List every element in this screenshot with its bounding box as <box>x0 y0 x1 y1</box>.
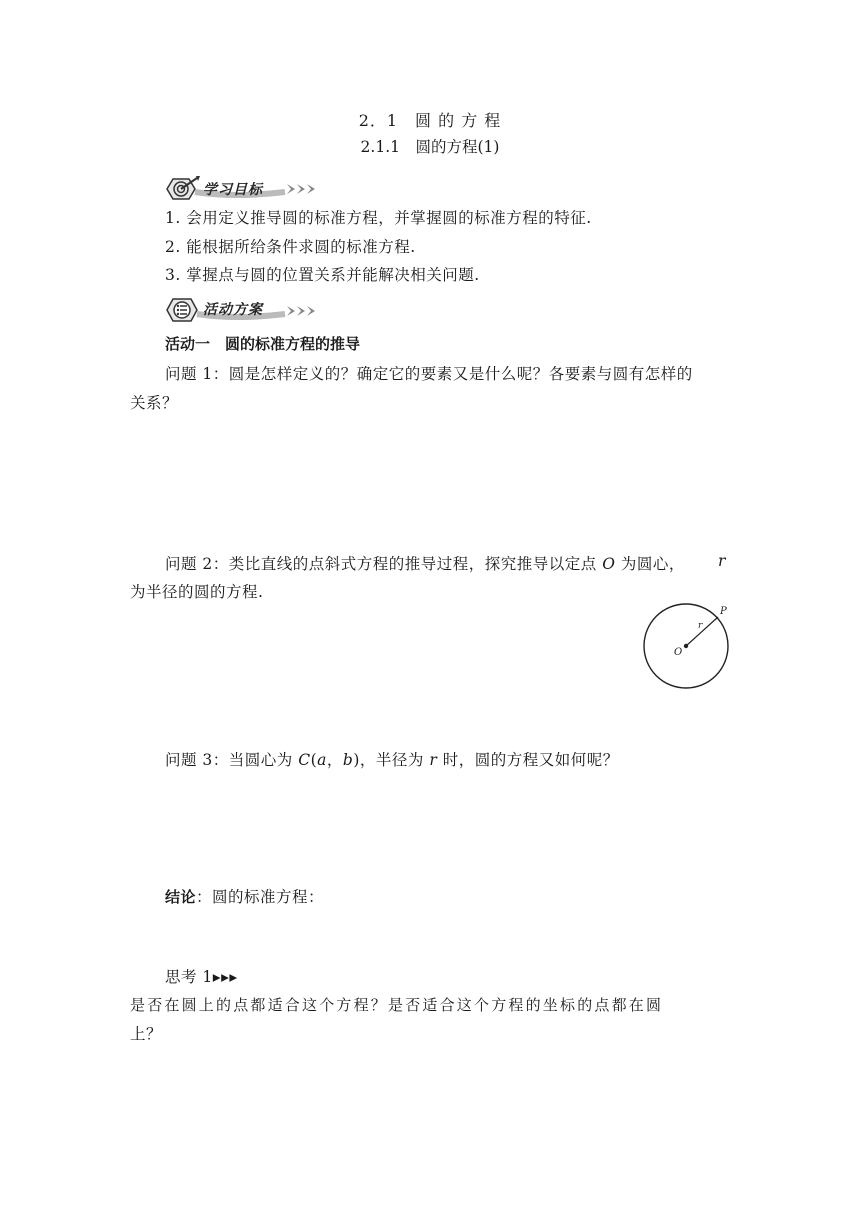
circle-figure <box>640 598 740 694</box>
question-2-line-1: 问题 2：类比直线的点斜式方程的推导过程，探究推导以定点 O 为圆心， r <box>165 552 726 573</box>
activity-badge-label: 活动方案 <box>203 302 263 318</box>
radius-label: r <box>698 621 703 631</box>
section-title: 2．1 圆 的 方 程 <box>358 111 502 130</box>
activity-badge <box>165 296 325 322</box>
conclusion: 结论：圆的标准方程： <box>165 888 325 906</box>
question-3: 问题 3：当圆心为 C(a，b)，半径为 r 时，圆的方程又如何呢？ <box>165 751 619 769</box>
activity-heading: 活动一 圆的标准方程的推导 <box>165 335 361 353</box>
question-2-line-2: 为半径的圆的方程. <box>130 583 264 601</box>
objective-item-1: 1. 会用定义推导圆的标准方程，并掌握圆的标准方程的特征. <box>165 209 592 227</box>
point-p-label: P <box>720 606 727 617</box>
objectives-badge-label: 学习目标 <box>203 182 263 198</box>
think-line-1: 是否在圆上的点都适合这个方程？是否适合这个方程的坐标的点都在圆 <box>130 996 664 1014</box>
objective-item-3: 3. 掌握点与圆的位置关系并能解决相关问题. <box>165 266 480 284</box>
think-label: 思考 1▸▸▸ <box>165 968 238 986</box>
objective-item-2: 2. 能根据所给条件求圆的标准方程. <box>165 238 416 256</box>
question-1-line-2: 关系？ <box>130 394 179 412</box>
question-1-line-1: 问题 1：圆是怎样定义的？确定它的要素又是什么呢？各要素与圆有怎样的 <box>165 365 693 383</box>
center-o-label: O <box>674 647 683 658</box>
subsection-title: 2.1.1 圆的方程(1) <box>360 138 500 156</box>
objectives-badge <box>165 176 325 202</box>
think-line-2: 上？ <box>130 1025 163 1043</box>
